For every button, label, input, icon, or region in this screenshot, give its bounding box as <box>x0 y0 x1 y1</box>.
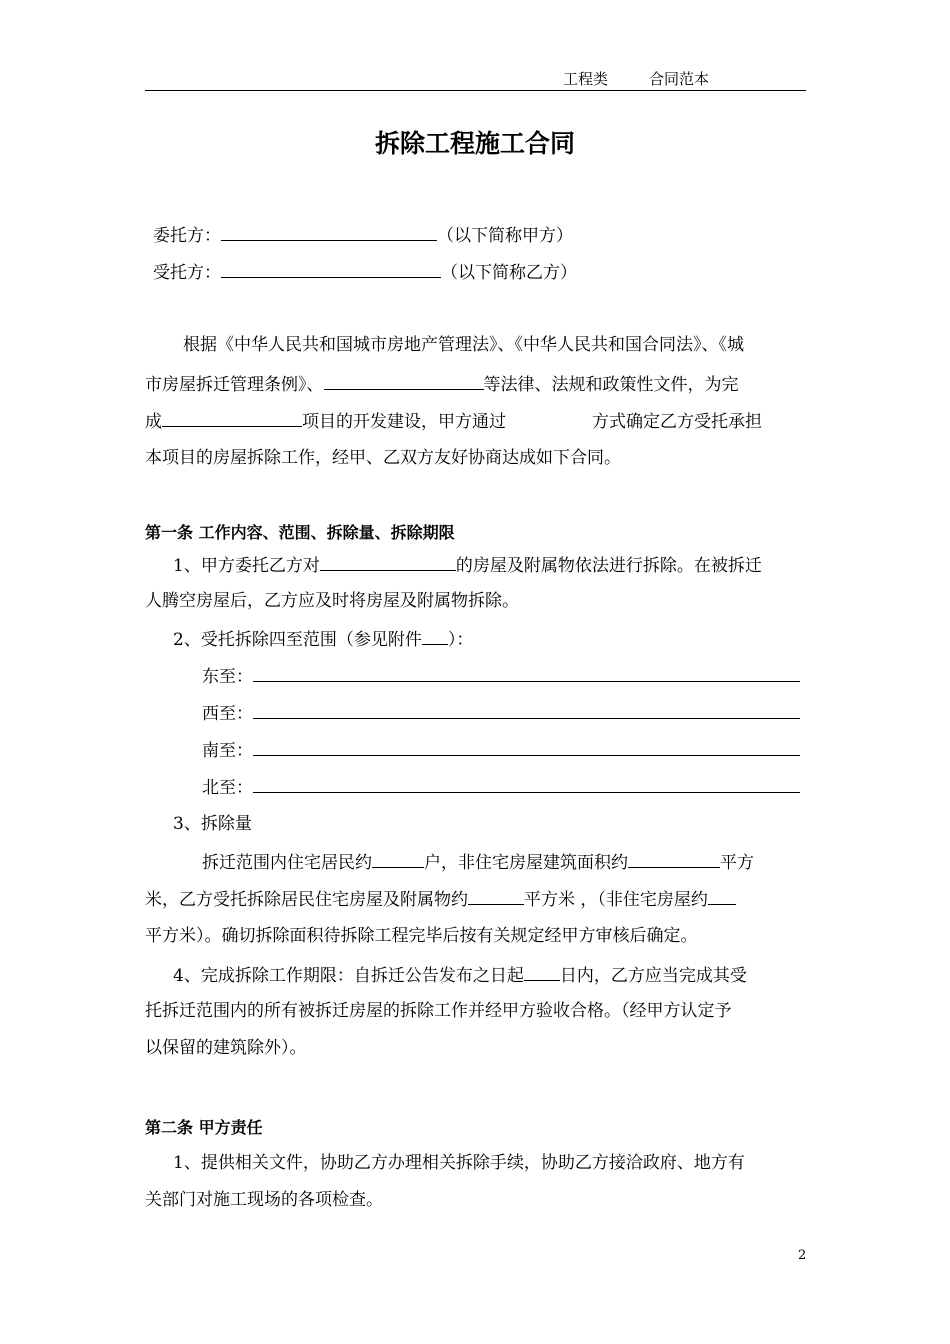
clause-text: 拆迁范围内住宅居民约 <box>202 853 372 873</box>
intro-text: 方式确定乙方受托承担 <box>592 412 762 432</box>
boundary-label: 东至： <box>202 667 253 687</box>
clause-text: 1、甲方委托乙方对 <box>173 556 320 576</box>
contractor-line <box>153 259 577 285</box>
boundary-east <box>202 663 800 689</box>
boundary-label: 南至： <box>202 741 253 761</box>
article2-heading: 第二条 甲方责任 <box>145 1118 263 1137</box>
article1-p1-line2: 人腾空房屋后，乙方应及时将房屋及附属物拆除。 <box>145 591 519 611</box>
article1-p2 <box>173 626 473 652</box>
south-blank[interactable] <box>253 737 800 756</box>
east-blank[interactable] <box>253 663 800 682</box>
north-blank[interactable] <box>253 774 800 793</box>
contractor-note: （以下简称乙方） <box>441 263 577 283</box>
boundary-south <box>202 737 800 763</box>
boundary-west <box>202 700 800 726</box>
article1-p3: 3、拆除量 <box>173 814 252 834</box>
intro-line-4: 本项目的房屋拆除工作，经甲、乙双方友好协商达成如下合同。 <box>145 448 621 468</box>
intro-text: 成 <box>145 412 162 432</box>
quantity-line-2 <box>145 886 736 912</box>
clause-text: 的房屋及附属物依法进行拆除。在被拆迁 <box>455 556 762 576</box>
header-category: 工程类 <box>563 70 609 88</box>
article2-p1-line2: 关部门对施工现场的各项检查。 <box>145 1190 383 1210</box>
clause-text: 2、受托拆除四至范围（参见附件 <box>173 630 422 650</box>
page-number: 2 <box>798 1248 807 1263</box>
clause-text: 4、完成拆除工作期限：自拆迁公告发布之日起 <box>173 966 524 986</box>
article1-p1-line1 <box>173 552 762 578</box>
appendix-blank[interactable] <box>422 626 448 645</box>
article1-p4-line3: 以保留的建筑除外）。 <box>145 1038 307 1058</box>
quantity-line-1 <box>202 849 754 875</box>
article1-p4-line2: 托拆迁范围内的所有被拆迁房屋的拆除工作并经甲方验收合格。（经甲方认定予 <box>145 1001 732 1021</box>
client-note: （以下简称甲方） <box>437 226 573 246</box>
clause-text: 米，乙方受托拆除居民住宅房屋及附属物约 <box>145 890 468 910</box>
intro-text: 等法律、法规和政策性文件，为完 <box>483 375 739 395</box>
boundary-north <box>202 774 800 800</box>
nonresidential-blank[interactable] <box>708 886 736 905</box>
boundary-label: 西至： <box>202 704 253 724</box>
intro-text: 项目的开发建设，甲方通过 <box>302 412 506 432</box>
client-blank[interactable] <box>221 222 437 241</box>
property-blank[interactable] <box>320 552 456 571</box>
west-blank[interactable] <box>253 700 800 719</box>
article1-p4-line1 <box>173 962 747 988</box>
boundary-label: 北至： <box>202 778 253 798</box>
client-label: 委托方： <box>153 226 221 246</box>
clause-text: 户，非住宅房屋建筑面积约 <box>424 853 628 873</box>
intro-line-2 <box>145 371 739 397</box>
law-blank[interactable] <box>324 371 484 390</box>
contractor-label: 受托方： <box>153 263 221 283</box>
clause-text: ）： <box>447 630 474 650</box>
clause-text: 日内，乙方应当完成其受 <box>559 966 747 986</box>
households-blank[interactable] <box>372 849 424 868</box>
nonresidential-area-blank[interactable] <box>628 849 720 868</box>
residential-area-blank[interactable] <box>468 886 524 905</box>
days-blank[interactable] <box>524 962 560 981</box>
contractor-blank[interactable] <box>221 259 441 278</box>
clause-text: 平方 <box>720 853 754 873</box>
document-title: 拆除工程施工合同 <box>374 129 575 158</box>
intro-line-3 <box>145 408 762 434</box>
page-header <box>145 68 806 91</box>
clause-text: 平方米 ，（非住宅房屋约 <box>524 890 708 910</box>
client-line <box>153 222 573 248</box>
article2-p1-line1: 1、提供相关文件，协助乙方办理相关拆除手续，协助乙方接洽政府、地方有 <box>173 1153 745 1173</box>
quantity-line-3: 平方米）。确切拆除面积待拆除工程完毕后按有关规定经甲方审核后确定。 <box>145 926 698 946</box>
project-blank[interactable] <box>162 408 302 427</box>
header-doc-type: 合同范本 <box>649 70 710 88</box>
intro-text: 市房屋拆迁管理条例》、 <box>145 375 324 395</box>
intro-line-1: 根据《中华人民共和国城市房地产管理法》、《中华人民共和国合同法》、《城 <box>183 335 744 355</box>
article1-heading: 第一条 工作内容、范围、拆除量、拆除期限 <box>145 523 455 542</box>
